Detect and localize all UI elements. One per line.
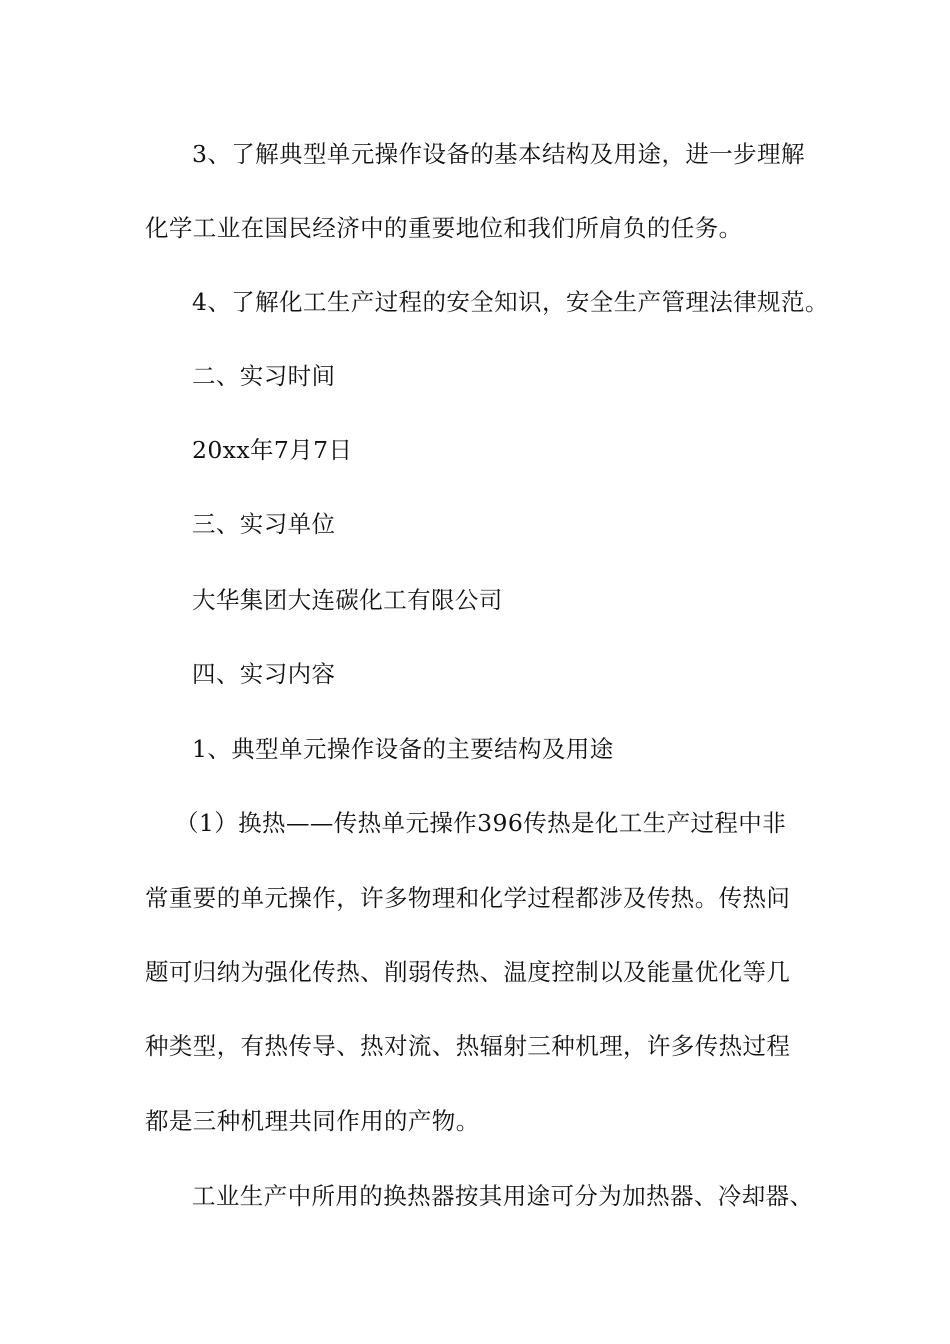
text-line: 种类型，有热传导、热对流、热辐射三种机理，许多传热过程 xyxy=(145,1032,791,1060)
text-line: 工业生产中所用的换热器按其用途可分为加热器、冷却器、 xyxy=(192,1182,814,1210)
text-line: 化学工业在国民经济中的重要地位和我们所肩负的任务。 xyxy=(145,214,743,242)
text-line: 20xx年7月7日 xyxy=(192,436,353,464)
text-line: 大华集团大连碳化工有限公司 xyxy=(192,586,503,614)
text-line: 常重要的单元操作，许多物理和化学过程都涉及传热。传热问 xyxy=(145,884,791,912)
section-heading: 三、实习单位 xyxy=(192,510,336,538)
section-heading: 二、实习时间 xyxy=(192,362,336,390)
subsection-heading: 1、典型单元操作设备的主要结构及用途 xyxy=(192,735,614,763)
text-line: 4、了解化工生产过程的安全知识，安全生产管理法律规范。 xyxy=(192,288,829,316)
text-line: 题可归纳为强化传热、削弱传热、温度控制以及能量优化等几 xyxy=(145,958,791,986)
section-heading: 四、实习内容 xyxy=(192,660,336,688)
text-line: 都是三种机理共同作用的产物。 xyxy=(145,1107,480,1135)
text-line: （1）换热——传热单元操作396传热是化工生产过程中非 xyxy=(175,809,787,837)
text-line: 3、了解典型单元操作设备的基本结构及用途，进一步理解 xyxy=(192,140,805,168)
